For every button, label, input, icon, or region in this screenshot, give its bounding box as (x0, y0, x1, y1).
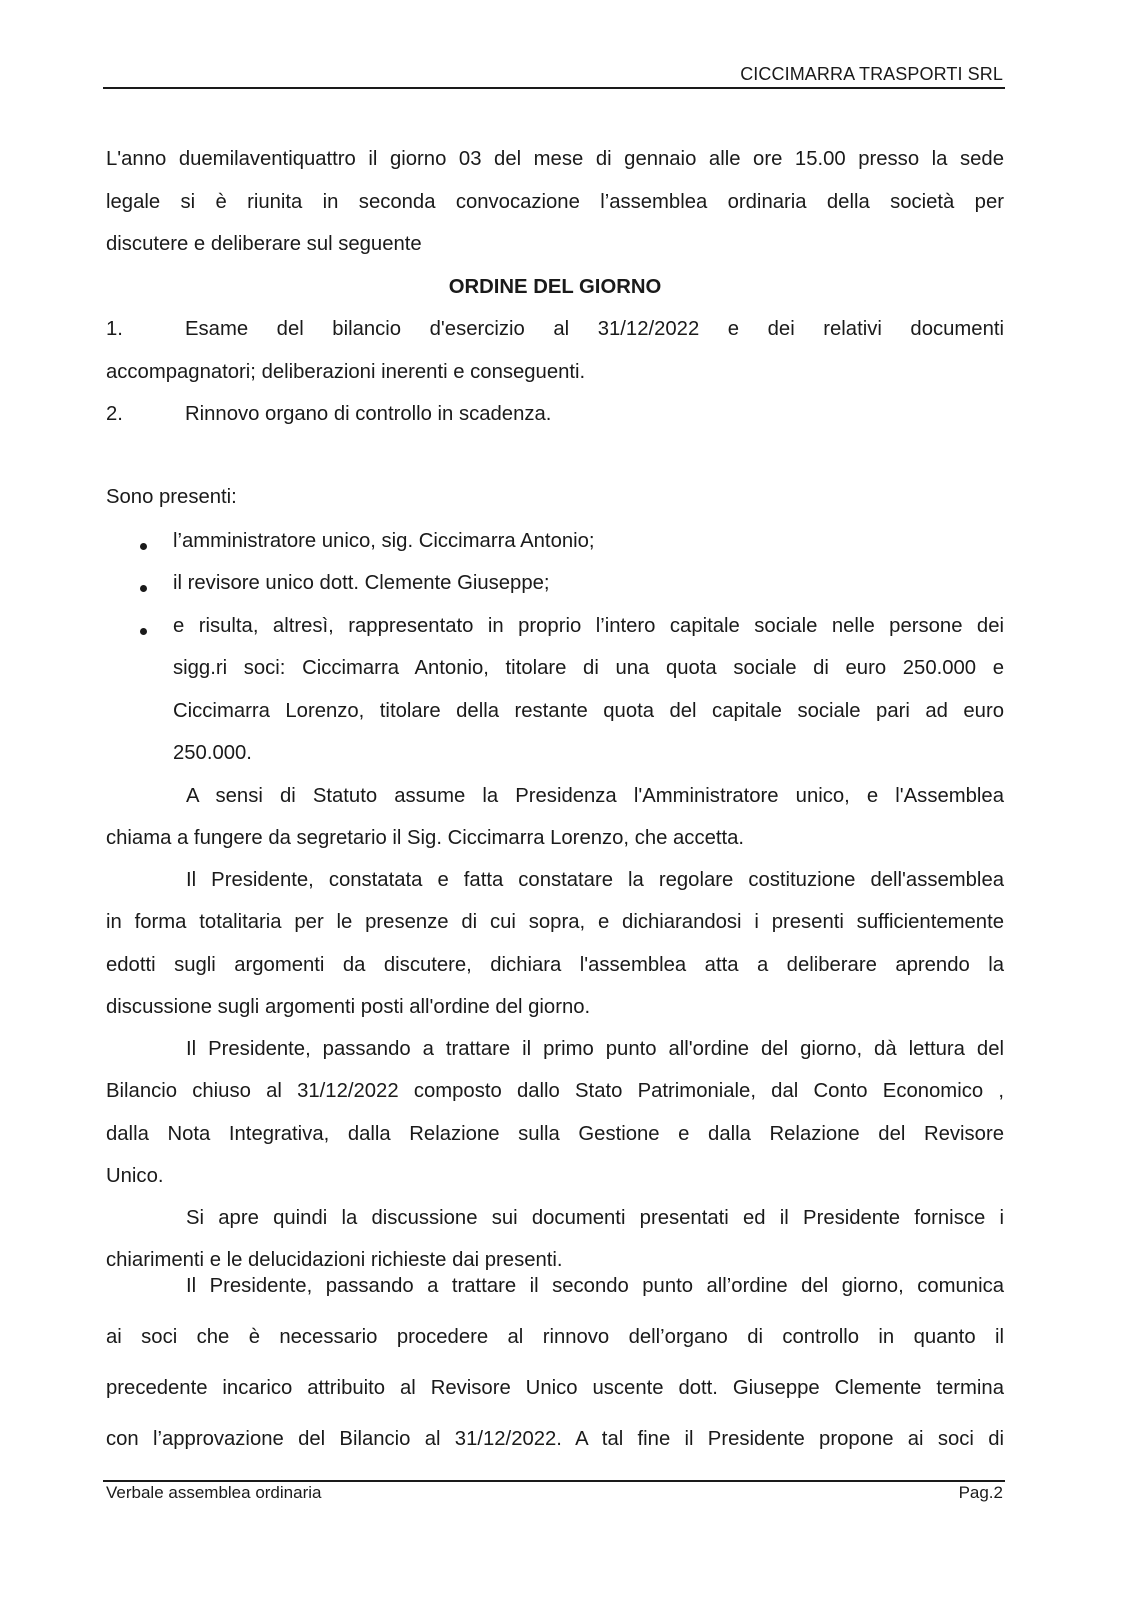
paragraph-line: A sensi di Statuto assume la Presidenza l'Amministratore unico, e l'Assemblea (186, 785, 1004, 807)
paragraph-line: Il Presidente, passando a trattare il secondo punto all’ordine del giorno, comunica (186, 1275, 1004, 1297)
agenda-item-text: Esame del bilancio d'esercizio al 31/12/2022 e dei relativi documenti (185, 318, 1004, 340)
paragraph-line: in forma totalitaria per le presenze di cui sopra, e dichiarandosi i presenti sufficientemente (106, 911, 1004, 933)
agenda-item-continuation: accompagnatori; deliberazioni inerenti e conseguenti. (106, 361, 586, 383)
footer-divider (103, 1480, 1005, 1482)
paragraph-line: Unico. (106, 1165, 164, 1187)
bullet-icon (140, 628, 147, 635)
attendees-heading: Sono presenti: (106, 486, 237, 508)
paragraph-line: edotti sugli argomenti da discutere, dichiara l'assemblea atta a deliberare aprendo la (106, 954, 1004, 976)
attendee-item: e risulta, altresì, rappresentato in proprio l’intero capitale sociale nelle persone dei (173, 615, 1004, 637)
paragraph-line: con l’approvazione del Bilancio al 31/12/2022. A tal fine il Presidente propone ai soci di (106, 1428, 1004, 1450)
paragraph-line: discussione sugli argomenti posti all'ordine del giorno. (106, 996, 591, 1018)
agenda-item-number: 1. (106, 318, 123, 340)
paragraph-line: chiarimenti e le delucidazioni richieste dai presenti. (106, 1249, 563, 1271)
agenda-title: ORDINE DEL GIORNO (448, 276, 662, 298)
agenda-item-text: Rinnovo organo di controllo in scadenza. (185, 403, 552, 425)
attendee-item: l’amministratore unico, sig. Ciccimarra Antonio; (173, 530, 595, 552)
attendee-item-continuation: sigg.ri soci: Ciccimarra Antonio, titolare di una quota sociale di euro 250.000 e (173, 657, 1004, 679)
attendee-item: il revisore unico dott. Clemente Giuseppe; (173, 572, 550, 594)
header-divider (103, 87, 1005, 89)
intro-line: legale si è riunita in seconda convocazione l’assemblea ordinaria della società per (106, 191, 1004, 213)
header-company-name: CICCIMARRA TRASPORTI SRL (740, 64, 1003, 84)
footer-document-title: Verbale assemblea ordinaria (106, 1483, 322, 1502)
paragraph-line: dalla Nota Integrativa, dalla Relazione sulla Gestione e dalla Relazione del Revisore (106, 1123, 1004, 1145)
paragraph-line: precedente incarico attribuito al Revisore Unico uscente dott. Giuseppe Clemente termina (106, 1377, 1004, 1399)
paragraph-line: chiama a fungere da segretario il Sig. Ciccimarra Lorenzo, che accetta. (106, 827, 745, 849)
intro-line: L'anno duemilaventiquattro il giorno 03 del mese di gennaio alle ore 15.00 presso la sede (106, 148, 1004, 170)
bullet-icon (140, 543, 147, 550)
attendee-item-continuation: 250.000. (173, 742, 252, 764)
agenda-item-number: 2. (106, 403, 123, 425)
footer-page-number: Pag.2 (958, 1483, 1003, 1502)
intro-line: discutere e deliberare sul seguente (106, 233, 422, 255)
paragraph-line: Si apre quindi la discussione sui documenti presentati ed il Presidente fornisce i (186, 1207, 1004, 1229)
attendee-item-continuation: Ciccimarra Lorenzo, titolare della restante quota del capitale sociale pari ad euro (173, 700, 1004, 722)
paragraph-line: Bilancio chiuso al 31/12/2022 composto dallo Stato Patrimoniale, dal Conto Economico , (106, 1080, 1004, 1102)
paragraph-line: ai soci che è necessario procedere al rinnovo dell’organo di controllo in quanto il (106, 1326, 1004, 1348)
bullet-icon (140, 585, 147, 592)
paragraph-line: Il Presidente, constatata e fatta constatare la regolare costituzione dell'assemblea (186, 869, 1004, 891)
paragraph-line: Il Presidente, passando a trattare il primo punto all'ordine del giorno, dà lettura del (186, 1038, 1004, 1060)
